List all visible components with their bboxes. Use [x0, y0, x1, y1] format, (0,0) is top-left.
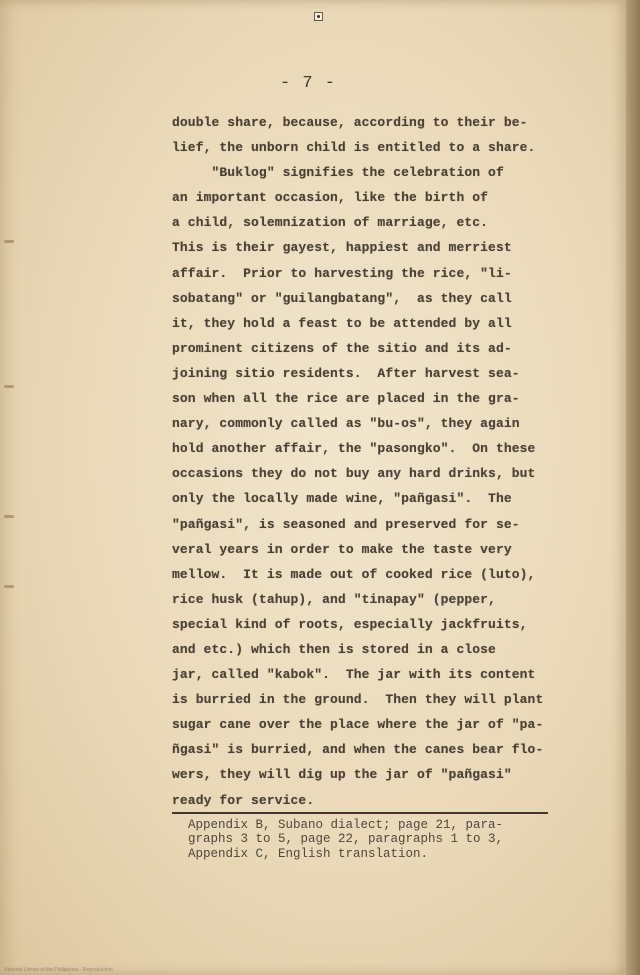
- body-text: [172, 110, 544, 813]
- text-line: jar, called "kabok". The jar with its content: [172, 667, 536, 683]
- binding-hole-icon: [314, 12, 323, 21]
- footnote: [188, 818, 528, 861]
- text-line: is burried in the ground. Then they will plant: [172, 692, 544, 708]
- text-line: a child, solemnization of marriage, etc.: [172, 215, 489, 231]
- text-line: "pañgasi", is seasoned and preserved for se-: [172, 516, 520, 532]
- text-line: ready for service.: [172, 792, 315, 808]
- footnote-line: Appendix C, English translation.: [188, 846, 429, 861]
- page-edge: [626, 0, 640, 975]
- text-line: it, they hold a feast to be attended by all: [172, 315, 512, 331]
- text-line: and etc.) which then is stored in a close: [172, 641, 496, 657]
- text-line: double share, because, according to their be-: [172, 115, 528, 130]
- text-line: This is their gayest, happiest and merriest: [172, 240, 512, 256]
- text-line: only the locally made wine, "pañgasi". The: [172, 491, 512, 507]
- footnote-line: Appendix B, Subano dialect; page 21, para-: [188, 818, 504, 832]
- text-line: prominent citizens of the sitio and its ad-: [172, 340, 512, 356]
- archive-caption: National Library of the Philippines · Reproduction: [4, 967, 113, 973]
- text-line: mellow. It is made out of cooked rice (luto),: [172, 566, 536, 582]
- text-line: occasions they do not buy any hard drinks, but: [172, 466, 536, 482]
- text-line: sobatang" or "guilangbatang", as they call: [172, 290, 512, 306]
- footnote-divider: [172, 812, 548, 814]
- text-line: ñgasi" is burried, and when the canes bear flo-: [172, 742, 544, 758]
- text-line: "Buklog" signifies the celebration of: [172, 165, 504, 181]
- text-line: joining sitio residents. After harvest sea-: [172, 365, 520, 381]
- text-line: lief, the unborn child is entitled to a share.: [172, 140, 536, 156]
- footnote-line: graphs 3 to 5, page 22, paragraphs 1 to 3,: [188, 832, 504, 847]
- text-line: rice husk (tahup), and "tinapay" (pepper,: [172, 591, 496, 607]
- text-line: special kind of roots, especially jackfruits,: [172, 616, 528, 632]
- text-line: affair. Prior to harvesting the rice, "li-: [172, 265, 512, 281]
- text-line: sugar cane over the place where the jar of "pa-: [172, 717, 544, 733]
- page-number: - 7 -: [279, 74, 336, 93]
- text-line: wers, they will dig up the jar of "pañgasi": [172, 767, 512, 783]
- text-line: son when all the rice are placed in the gra-: [172, 391, 520, 407]
- text-line: nary, commonly called as "bu-os", they again: [172, 416, 520, 432]
- text-line: hold another affair, the "pasongko". On these: [172, 441, 536, 457]
- text-line: an important occasion, like the birth of: [172, 190, 489, 206]
- text-line: veral years in order to make the taste very: [172, 541, 512, 557]
